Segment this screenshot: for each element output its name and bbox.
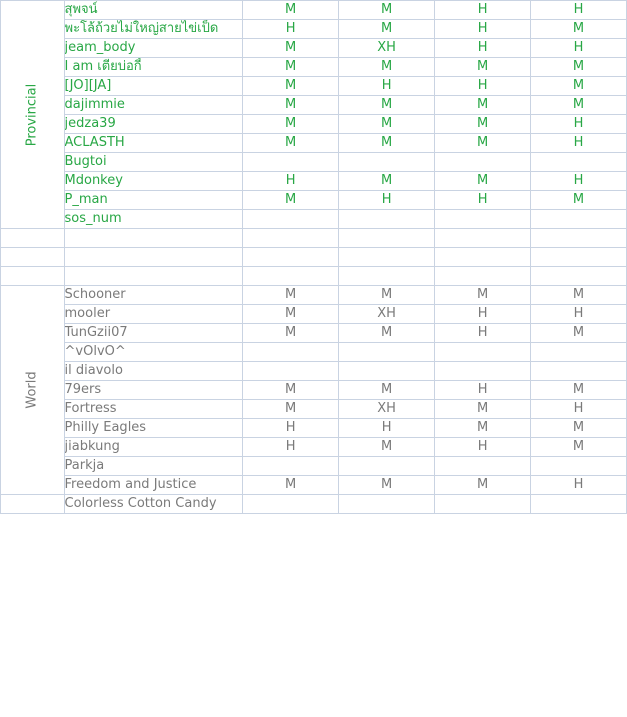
rating-cell[interactable] bbox=[435, 343, 531, 362]
rating-cell[interactable]: M bbox=[531, 419, 627, 438]
player-name-cell[interactable]: il diavolo bbox=[64, 362, 243, 381]
empty-cell[interactable] bbox=[1, 229, 65, 248]
player-name-cell[interactable]: jedza39 bbox=[64, 115, 243, 134]
empty-cell[interactable] bbox=[531, 248, 627, 267]
table-row bbox=[1, 1, 627, 20]
rating-cell[interactable]: M bbox=[435, 419, 531, 438]
rating-cell[interactable]: H bbox=[531, 39, 627, 58]
rating-cell[interactable] bbox=[243, 343, 339, 362]
empty-cell[interactable] bbox=[435, 267, 531, 286]
empty-cell[interactable] bbox=[64, 229, 243, 248]
rating-cell[interactable] bbox=[243, 457, 339, 476]
player-name-cell[interactable]: พะโล้ถ้วยไม่ใหญ่สายไข่เป็ด bbox=[64, 20, 243, 39]
rating-cell[interactable]: H bbox=[339, 191, 435, 210]
rating-cell[interactable]: H bbox=[339, 419, 435, 438]
empty-cell[interactable] bbox=[1, 495, 65, 514]
table-row bbox=[1, 115, 627, 134]
empty-cell[interactable] bbox=[339, 267, 435, 286]
rating-cell[interactable]: M bbox=[243, 96, 339, 115]
rating-cell[interactable] bbox=[339, 153, 435, 172]
rating-cell[interactable]: H bbox=[243, 20, 339, 39]
rating-cell[interactable]: H bbox=[531, 1, 627, 20]
empty-cell[interactable] bbox=[243, 495, 339, 514]
table-row bbox=[1, 400, 627, 419]
rating-cell[interactable]: M bbox=[243, 77, 339, 96]
rating-cell[interactable]: M bbox=[531, 58, 627, 77]
rating-cell[interactable] bbox=[339, 210, 435, 229]
rating-cell[interactable]: M bbox=[339, 58, 435, 77]
table-row bbox=[1, 96, 627, 115]
table-row bbox=[1, 134, 627, 153]
table-row bbox=[1, 457, 627, 476]
rating-cell[interactable]: M bbox=[435, 400, 531, 419]
rating-cell[interactable]: XH bbox=[339, 400, 435, 419]
player-name-cell[interactable]: Parkja bbox=[64, 457, 243, 476]
table-row bbox=[1, 305, 627, 324]
rating-cell[interactable]: M bbox=[339, 96, 435, 115]
rating-cell[interactable]: M bbox=[435, 476, 531, 495]
rating-cell[interactable] bbox=[339, 362, 435, 381]
rating-cell[interactable] bbox=[531, 362, 627, 381]
rating-cell[interactable]: H bbox=[435, 438, 531, 457]
group-label-text: World bbox=[24, 371, 40, 409]
rating-cell[interactable]: H bbox=[435, 77, 531, 96]
group-label-provincial bbox=[1, 1, 65, 229]
rating-cell[interactable]: H bbox=[435, 381, 531, 400]
rating-cell[interactable]: M bbox=[339, 438, 435, 457]
player-name-cell[interactable]: jeam_body bbox=[64, 39, 243, 58]
empty-cell[interactable] bbox=[339, 248, 435, 267]
empty-row bbox=[1, 248, 627, 267]
empty-cell[interactable] bbox=[531, 267, 627, 286]
rating-cell[interactable]: M bbox=[243, 324, 339, 343]
rating-cell[interactable]: H bbox=[531, 476, 627, 495]
player-name-cell[interactable]: I am เตียบ่อกี้ bbox=[64, 58, 243, 77]
rating-cell[interactable]: M bbox=[531, 381, 627, 400]
rating-cell[interactable]: M bbox=[243, 115, 339, 134]
rating-cell[interactable]: M bbox=[243, 39, 339, 58]
rating-cell[interactable]: M bbox=[531, 191, 627, 210]
player-name-cell[interactable]: Freedom and Justice bbox=[64, 476, 243, 495]
rating-cell[interactable]: H bbox=[531, 305, 627, 324]
player-name-cell[interactable]: Schooner bbox=[64, 286, 243, 305]
rating-cell[interactable]: H bbox=[531, 134, 627, 153]
rating-cell[interactable] bbox=[339, 343, 435, 362]
group-label-text: Provincial bbox=[24, 83, 40, 146]
rating-cell[interactable] bbox=[243, 210, 339, 229]
rating-cell[interactable]: M bbox=[531, 96, 627, 115]
empty-row bbox=[1, 229, 627, 248]
empty-cell[interactable] bbox=[435, 248, 531, 267]
table-row bbox=[1, 476, 627, 495]
rating-cell[interactable]: H bbox=[531, 115, 627, 134]
rating-cell[interactable] bbox=[435, 457, 531, 476]
rating-cell[interactable]: M bbox=[243, 305, 339, 324]
rating-cell[interactable]: M bbox=[435, 115, 531, 134]
rating-cell[interactable] bbox=[435, 362, 531, 381]
rating-cell[interactable]: M bbox=[339, 324, 435, 343]
rating-cell[interactable]: M bbox=[339, 381, 435, 400]
table-row bbox=[1, 39, 627, 58]
table-row bbox=[1, 77, 627, 96]
rating-cell[interactable]: H bbox=[243, 438, 339, 457]
rating-cell[interactable]: M bbox=[339, 476, 435, 495]
player-name-cell[interactable]: P_man bbox=[64, 191, 243, 210]
rating-cell[interactable]: M bbox=[531, 20, 627, 39]
player-name-cell[interactable]: Mdonkey bbox=[64, 172, 243, 191]
player-name-cell[interactable]: sos_num bbox=[64, 210, 243, 229]
table-row bbox=[1, 362, 627, 381]
empty-cell[interactable] bbox=[243, 267, 339, 286]
table-row bbox=[1, 172, 627, 191]
player-name-cell[interactable]: ^vOlvO^ bbox=[64, 343, 243, 362]
rating-cell[interactable] bbox=[531, 210, 627, 229]
rating-cell[interactable]: XH bbox=[339, 305, 435, 324]
empty-cell[interactable] bbox=[243, 248, 339, 267]
rating-cell[interactable]: M bbox=[243, 476, 339, 495]
player-name-cell[interactable]: Fortress bbox=[64, 400, 243, 419]
player-name-cell[interactable]: [JO][JA] bbox=[64, 77, 243, 96]
player-name-cell[interactable]: jiabkung bbox=[64, 438, 243, 457]
player-name-cell[interactable]: mooler bbox=[64, 305, 243, 324]
table-row bbox=[1, 58, 627, 77]
player-name-cell[interactable]: 79ers bbox=[64, 381, 243, 400]
rating-cell[interactable] bbox=[435, 153, 531, 172]
rating-cell[interactable]: M bbox=[339, 115, 435, 134]
rating-cell[interactable]: M bbox=[243, 1, 339, 20]
rating-cell[interactable] bbox=[531, 153, 627, 172]
empty-cell[interactable] bbox=[243, 229, 339, 248]
empty-cell[interactable] bbox=[1, 267, 65, 286]
rating-cell[interactable]: M bbox=[435, 58, 531, 77]
rating-cell[interactable]: M bbox=[339, 172, 435, 191]
rating-cell[interactable]: M bbox=[243, 381, 339, 400]
rating-cell[interactable]: M bbox=[435, 96, 531, 115]
rating-cell[interactable]: M bbox=[243, 286, 339, 305]
rating-cell[interactable]: H bbox=[435, 324, 531, 343]
empty-row bbox=[1, 267, 627, 286]
table-row bbox=[1, 419, 627, 438]
rating-cell[interactable]: H bbox=[435, 191, 531, 210]
table-row bbox=[1, 438, 627, 457]
empty-cell[interactable] bbox=[531, 495, 627, 514]
rating-cell[interactable]: M bbox=[243, 191, 339, 210]
rating-cell[interactable]: H bbox=[435, 1, 531, 20]
rating-cell[interactable]: M bbox=[531, 438, 627, 457]
table-row bbox=[1, 381, 627, 400]
rating-cell[interactable]: M bbox=[531, 77, 627, 96]
player-name-cell[interactable]: Bugtoi bbox=[64, 153, 243, 172]
table-row bbox=[1, 286, 627, 305]
rating-cell[interactable]: M bbox=[243, 400, 339, 419]
player-name-cell[interactable]: dajimmie bbox=[64, 96, 243, 115]
empty-cell[interactable] bbox=[435, 229, 531, 248]
rating-cell[interactable]: M bbox=[435, 286, 531, 305]
table-row bbox=[1, 191, 627, 210]
group-label-world bbox=[1, 286, 65, 495]
rating-cell[interactable]: M bbox=[435, 172, 531, 191]
rating-cell[interactable]: H bbox=[435, 305, 531, 324]
rating-cell[interactable]: H bbox=[339, 77, 435, 96]
rating-cell[interactable]: M bbox=[531, 286, 627, 305]
rating-cell[interactable]: M bbox=[243, 58, 339, 77]
table-row bbox=[1, 343, 627, 362]
rating-cell[interactable] bbox=[531, 343, 627, 362]
empty-cell[interactable] bbox=[531, 229, 627, 248]
player-name-cell[interactable]: สุพจน์ bbox=[64, 1, 243, 20]
empty-cell[interactable] bbox=[64, 267, 243, 286]
player-name-cell[interactable]: ACLASTH bbox=[64, 134, 243, 153]
table-row bbox=[1, 20, 627, 39]
player-name-cell[interactable]: Philly Eagles bbox=[64, 419, 243, 438]
rating-cell[interactable] bbox=[339, 457, 435, 476]
table-row bbox=[1, 210, 627, 229]
rating-cell[interactable]: M bbox=[243, 134, 339, 153]
rating-cell[interactable]: H bbox=[435, 39, 531, 58]
rating-cell[interactable] bbox=[435, 210, 531, 229]
table-row bbox=[1, 495, 627, 514]
empty-cell[interactable] bbox=[339, 229, 435, 248]
rating-cell[interactable]: H bbox=[435, 20, 531, 39]
empty-cell[interactable] bbox=[435, 495, 531, 514]
rating-cell[interactable]: H bbox=[531, 400, 627, 419]
rating-cell[interactable]: M bbox=[339, 1, 435, 20]
rating-cell[interactable]: H bbox=[243, 172, 339, 191]
empty-cell[interactable] bbox=[1, 248, 65, 267]
empty-cell[interactable] bbox=[339, 495, 435, 514]
rating-cell[interactable] bbox=[243, 362, 339, 381]
rating-cell[interactable]: M bbox=[435, 134, 531, 153]
rating-cell[interactable]: M bbox=[339, 20, 435, 39]
rating-cell[interactable]: M bbox=[339, 286, 435, 305]
rating-cell[interactable]: H bbox=[243, 419, 339, 438]
empty-cell[interactable] bbox=[64, 248, 243, 267]
table-row bbox=[1, 153, 627, 172]
rating-cell[interactable]: XH bbox=[339, 39, 435, 58]
player-name-cell[interactable]: TunGzii07 bbox=[64, 324, 243, 343]
rating-cell[interactable]: M bbox=[339, 134, 435, 153]
player-name-cell[interactable]: Colorless Cotton Candy bbox=[64, 495, 243, 514]
table-row bbox=[1, 324, 627, 343]
rating-cell[interactable] bbox=[243, 153, 339, 172]
rating-cell[interactable]: M bbox=[531, 324, 627, 343]
rating-cell[interactable]: H bbox=[531, 172, 627, 191]
rating-cell[interactable] bbox=[531, 457, 627, 476]
